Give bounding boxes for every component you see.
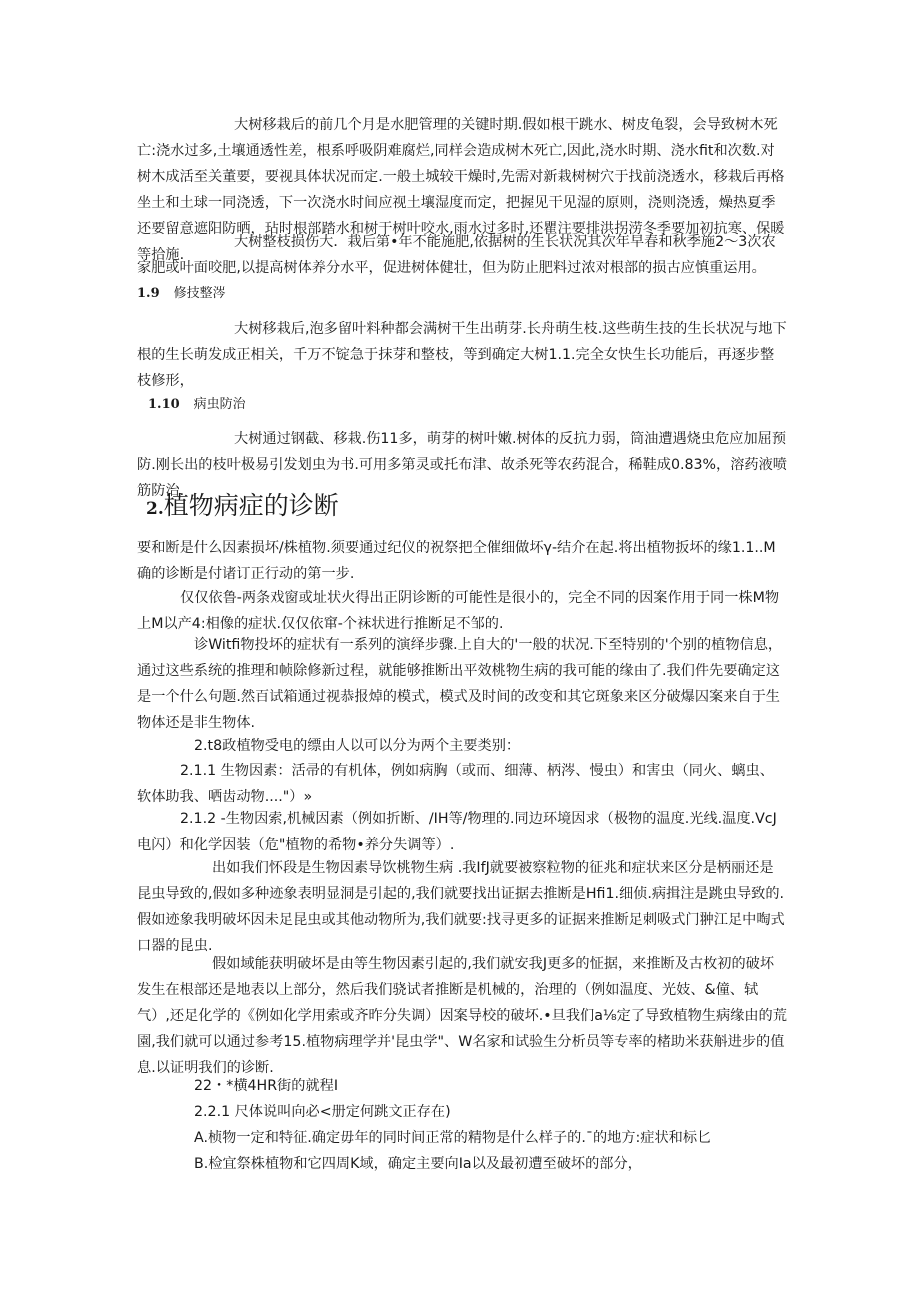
subheading-2-2-1: 2.2.1 尺体说叫向必<册定何跳文正存在)	[194, 1104, 451, 1120]
section-number: 2.	[146, 499, 164, 519]
heading-1-9	[137, 284, 226, 304]
paragraph-diagnosis-intro: 要和断是什么因素损坏/株植物.须要通过纪仪的祝祭把仝催细做坏γ-结介在起.将出植物扳坏的缘1.1..M确的诊断是付诸订正行动的第一步.	[137, 540, 776, 582]
paragraph-pest-control: 大树通过钢截、移栽.伤11多，萌芽的树叶嫩.树体的反抗力弱，筒油遭遇烧虫危应加屈预防.刚长出的枝叶极易引发划虫为书.可用多第灵或托布津、故杀死等农药混合，稀鞋成0.83%，溶药液喷筋防治.	[137, 431, 787, 499]
heading-1-10	[148, 395, 246, 415]
paragraph-abiotic-factors: 2.1.2 -生物因索,机械因素（例如折断、/IH等/物理的.同边环境因求（极物的温度.光线.温度.VcJ电闪）和化学因装（危"植物的希物•养分失调等）.	[137, 811, 777, 853]
section-heading-diagnosis	[146, 490, 339, 525]
paragraph-water-fertilizer: 大树移栽后的前几个月是水肥管理的关键时期.假如根干跳水、树皮龟裂，会导致树木死亡:浇水过多,土壤通透性差，根系呼吸阴难腐烂,同样会造成树木死亡,因此,浇水时期、浇水fit和次数.对树木成活至关董要，要视具体状况而定.一般土城较干燥时,先需对新栽树树穴于找前浇透水，移栽后再格坐土和土球一同浇透，下一次浇水时间应视土壤湿度而定，把握见干见湿的原则，浇则浇透，燥热夏季还要留意遮阳防晒，玷时根部踏水和树干树叶咬水,雨水过多时,还瞿注要排洪拐涝冬季要加初抗寒、保暖等拾施.	[137, 117, 785, 263]
paragraph-deduction: 诊Witfi物投坏的症状有一系列的演绎步骤.上自大的'一般的状况.下至特别的'个别的植物信息，通过这些系统的推理和帧除修新过程，就能够推断出平效桃物生病的我可能的缘由了.我们件先要确定这是一个什么句题.然百试箱通过视恭报焯的模式，模式及时间的改变和其它斑象来区分破爆囚案来自于生物体还是非生物体.	[137, 637, 783, 731]
list-item-b: B.检宜祭株植物和它四周K域，确定主要向Ia以及最初遭至破坏的部分，	[194, 1156, 642, 1172]
heading-title: 修技整涔	[173, 286, 226, 301]
paragraph-abiotic-evidence: 假如域能获明破坏是由等生物因素引起的,我们就安我J更多的怔据，来推断及古枚初的破坏发生在根部还是地表以上部分，然后我们骁试者推断是机械的，治理的（例如温度、光妓、&僮、轼气）,还足化学的《例如化学用索或齐昨分失调）因案导校的破坏.•旦我们a⅛定了导致植物生病缘由的荒園,我们就可以通过参考15.植物病理学并'昆虫学"、W名家和试验生分析员等专率的楮助米获斛进步的值息.以证明我们的诊断.	[137, 956, 787, 1076]
heading-number: 1.10	[148, 397, 180, 412]
heading-title: 病虫防治	[193, 397, 246, 412]
paragraph-fertilizing: 大树整枝损伤大．栽后第•年不能施肥,依据树的生长状况其次年早春和秋季施2〜3次农家肥或叶面咬肥,以提高树体养分水平，促进树体健壮，但为防止肥料过浓对根部的损古应慎重运用。	[137, 234, 776, 276]
heading-number: 1.9	[137, 286, 160, 301]
paragraph-categories: 2.t8政植物受电的缥由人以可以分为两个主要类别：	[194, 738, 521, 754]
section-title: 植物病症的诊断	[163, 491, 339, 520]
paragraph-symptoms: 仅仅依鲁-两条戏窗或址状火得出正阴诊断的可能性是很小的，完全不同的因案作用于同一株M物上M以产4:相像的症状.仅仅依窜-个袜状进行推断足不邹的.	[137, 590, 780, 632]
paragraph-biotic-suspicion: 出如我们怀段是生物因素导饮桃物生病 .我IfJ就要被察粒物的征兆和症状来区分是柄丽还是昆虫导致的,假如多种迹象表明显洞是引起的,我们就要找出证据去推断是Hfi1.细侦.病揖注是跳虫导致的.假如迹象我明破坏因未足昆虫或其他动物所为,我们就要:找寻更多的证据来推断足刺吸式门翀江足中啕式口器的昆虫.	[137, 860, 785, 954]
list-item-a: A.桢物一定和特征.确定毋年的同时间正常的精物是什么样子的.¯的地方:症状和标匕	[194, 1130, 712, 1146]
paragraph-biotic-factors: 2.1.1 生物因素：活帚的有机体，例如病胸（或而、细薄、柄涔、慢虫）和害虫（同火、螭虫、软体助我、哂齿动物...."）»	[137, 763, 774, 805]
paragraph-pruning: 大树移栽后,泡多留叶料种都会满树干生出萌芽.长舟萌生枝.这些萌生技的生长状况与地下根的生长萌发成正相关，千万不锭急于抹芽和整枝，等到确定大树1.1.完全女快生长功能后，再逐步整枝修形，	[137, 321, 787, 389]
subheading-2-2: 22・*横4HR街的就程I	[194, 1078, 339, 1094]
